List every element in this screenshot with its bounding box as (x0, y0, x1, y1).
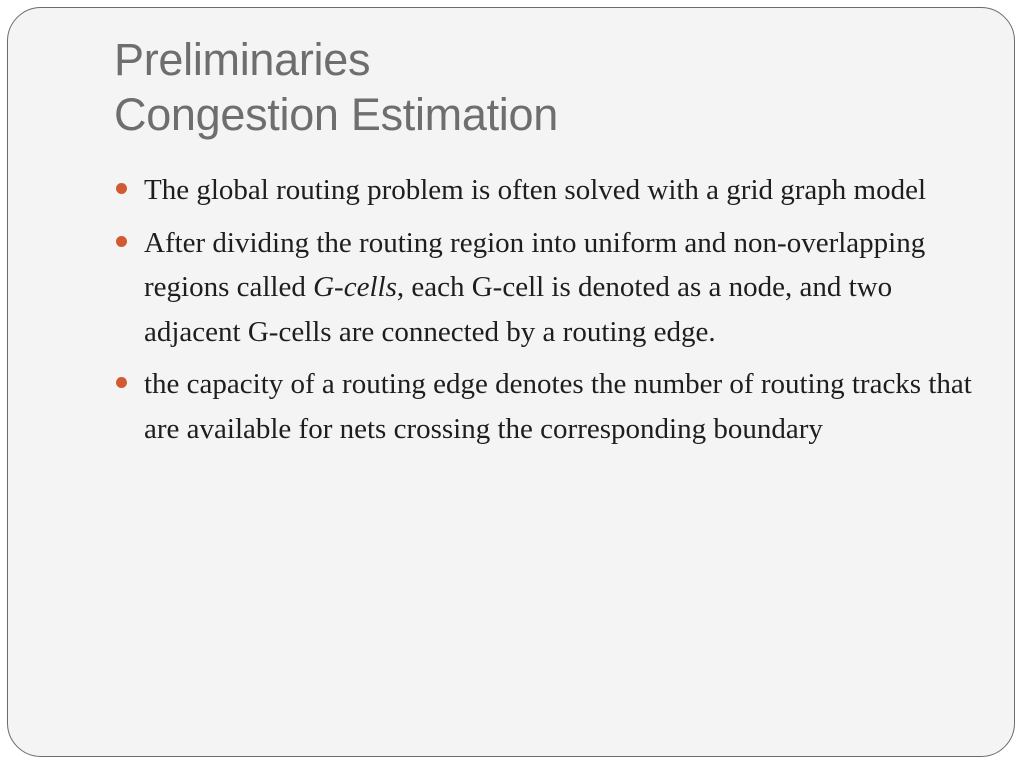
bullet-list (116, 168, 976, 459)
bullet-item (116, 168, 976, 213)
title-line-1: Preliminaries (114, 34, 371, 85)
bullet-text-before: After dividing the routing region into uniform and non-overlapping regions called (144, 226, 926, 303)
bullet-emphasis: G-cells (313, 271, 397, 303)
bullet-text-after: , each G-cell is denoted as a node, and two adjacent G-cells are connected by a routing edge. (144, 271, 893, 348)
bullet-marker-icon (116, 377, 127, 388)
slide-title (114, 32, 558, 142)
bullet-text (144, 227, 925, 348)
bullet-item (116, 362, 976, 451)
bullet-text: The global routing problem is often solved with a grid graph model (144, 174, 927, 206)
bullet-item (116, 221, 976, 355)
bullet-marker-icon (116, 236, 127, 247)
title-line-2: Congestion Estimation (114, 89, 558, 140)
bullet-marker-icon (116, 183, 127, 194)
bullet-text: the capacity of a routing edge denotes the number of routing tracks that are available for nets crossing the corresponding boundary (144, 368, 972, 445)
